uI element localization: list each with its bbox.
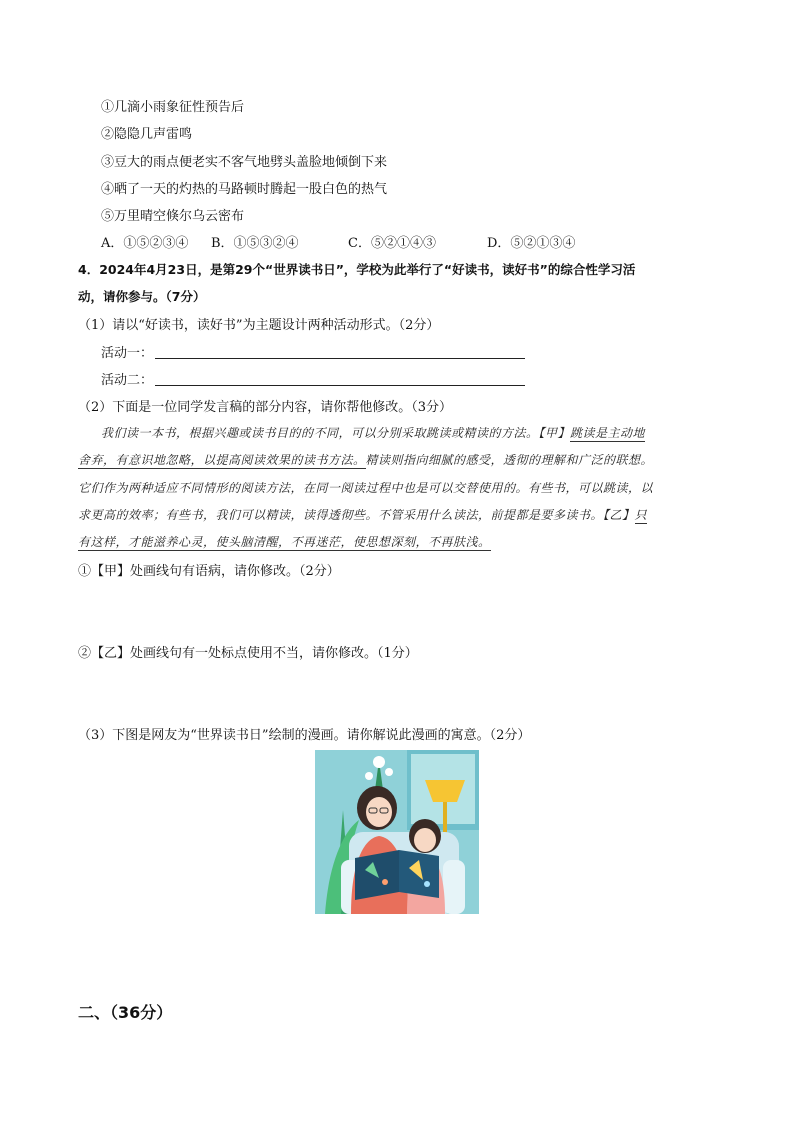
passage-line4 bbox=[78, 506, 647, 523]
q4-sub1: （1）请以“好读书，读好书”为主题设计两种活动形式。（2分） bbox=[78, 318, 440, 333]
q4-stem-line2: 动，请你参与。（7分） bbox=[78, 289, 206, 304]
comic-svg bbox=[315, 750, 479, 914]
q4-sub2-q2: ②【乙】处画线句有一处标点使用不当，请你修改。（1分） bbox=[78, 646, 418, 661]
q4-sub3: （3）下图是网友为“世界读书日”绘制的漫画。请你解说此漫画的寓意。（2分） bbox=[78, 728, 531, 743]
reading-comic-illustration bbox=[315, 750, 479, 914]
activity-two-label: 活动二： bbox=[101, 373, 154, 388]
flower bbox=[373, 756, 385, 768]
q3-option-b[interactable]: B．①⑤③②④ bbox=[211, 236, 299, 251]
q4-stem-line1: 4．2024年4月23日，是第29个“世界读书日”，学校为此举行了“好读书，读好书”的综合性学习活 bbox=[78, 262, 636, 277]
yi-underline-start: 只 bbox=[634, 508, 648, 522]
jia-underline-start: 跳读是主动地 bbox=[570, 426, 646, 440]
passage-line2-text: 精读则指向细腻的感受，透彻的理解和广泛的联想。 bbox=[365, 453, 654, 467]
activity-one-label: 活动一： bbox=[101, 346, 154, 361]
passage-line2 bbox=[78, 451, 653, 468]
activity-two-blank[interactable] bbox=[155, 373, 525, 386]
q3-option-d[interactable]: D．⑤②①③④ bbox=[487, 236, 576, 251]
q3-item-5: ⑤万里晴空倏尔乌云密布 bbox=[101, 209, 245, 224]
yi-underline-end: 有这样，才能滋养心灵，使头脑清醒，不再迷茫，使思想深刻，不再肤浅。 bbox=[78, 535, 491, 549]
activity-one-row bbox=[101, 342, 525, 361]
q4-sub2-q1: ①【甲】处画线句有语病，请你修改。（2分） bbox=[78, 564, 340, 579]
passage-line1 bbox=[101, 424, 645, 441]
passage-line5 bbox=[78, 533, 491, 550]
activity-two-row bbox=[101, 369, 525, 388]
jia-underline-end: 舍弃，有意识地忽略，以提高阅读效果的读书方法。 bbox=[78, 453, 366, 467]
passage-line4-text: 求更高的效率；有些书，我们可以精读，读得透彻些。不管采用什么读法，前提都是要多读书。【乙】 bbox=[78, 508, 635, 522]
q3-item-1: ①几滴小雨象征性预告后 bbox=[101, 100, 245, 115]
q3-option-a[interactable]: A．①⑤②③④ bbox=[101, 236, 189, 251]
q3-item-2: ②隐隐几声雷鸣 bbox=[101, 127, 193, 142]
passage-line1-text: 我们读一本书，根据兴趣或读书目的的不同，可以分别采取跳读或精读的方法。【甲】 bbox=[101, 426, 571, 440]
daughter-face bbox=[414, 828, 436, 852]
passage-line3: 它们作为两种适应不同情形的阅读方法，在同一阅读过程中也是可以交替使用的。有些书，可以跳读，以 bbox=[78, 481, 654, 495]
activity-one-blank[interactable] bbox=[155, 346, 525, 359]
section-2-heading: 二、（36分） bbox=[78, 1003, 173, 1022]
q3-item-3: ③豆大的雨点便老实不客气地劈头盖脸地倾倒下来 bbox=[101, 155, 388, 170]
q3-item-4: ④晒了一天的灼热的马路顿时腾起一股白色的热气 bbox=[101, 182, 388, 197]
q4-sub2: （2）下面是一位同学发言稿的部分内容，请你帮他修改。（3分） bbox=[78, 400, 453, 415]
q3-option-c[interactable]: C．⑤②①④③ bbox=[348, 236, 436, 251]
